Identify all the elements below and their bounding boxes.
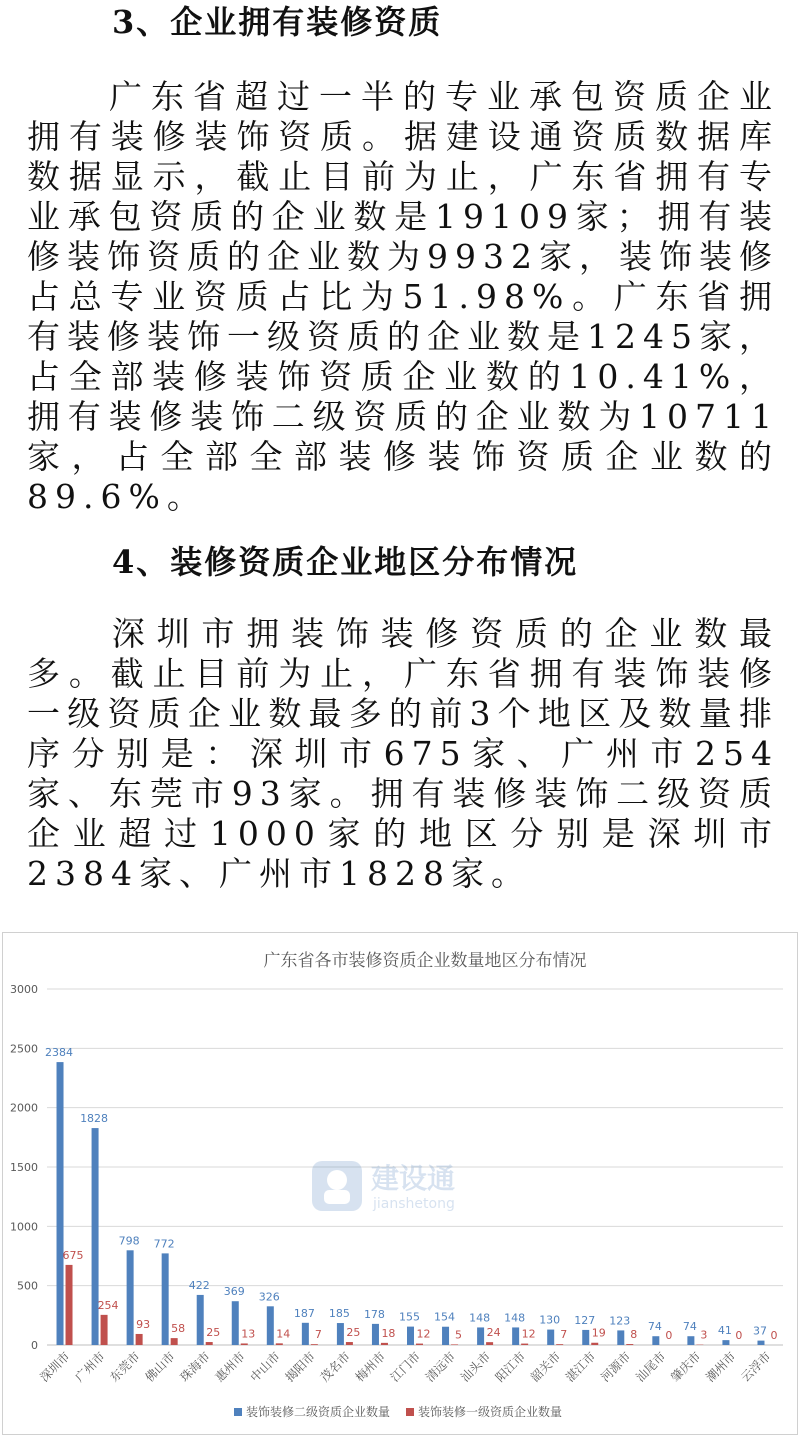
data-label: 25 — [206, 1326, 221, 1340]
bar-level2 — [267, 1306, 274, 1345]
data-label: 0 — [735, 1329, 743, 1342]
section3-heading: 3、企业拥有装修资质 — [112, 3, 443, 41]
data-label: 5 — [455, 1328, 463, 1342]
data-label: 675 — [62, 1248, 84, 1262]
bar-level2 — [582, 1330, 589, 1345]
bar-level1 — [591, 1343, 598, 1345]
bar-level2 — [232, 1301, 239, 1345]
data-label: 58 — [171, 1322, 186, 1336]
bar-level2 — [547, 1330, 554, 1345]
x-tick-label: 潮州市 — [703, 1349, 739, 1385]
x-tick-label: 云浮市 — [738, 1349, 774, 1385]
x-tick-label: 茂名市 — [317, 1349, 354, 1385]
bar-level1 — [626, 1344, 633, 1345]
data-label: 127 — [574, 1313, 596, 1327]
x-tick-label: 佛山市 — [142, 1349, 178, 1385]
bar-level2 — [687, 1336, 694, 1345]
section4-paragraph: 深圳市拥装饰装修资质的企业数最多。截止目前为止，广东省拥有装饰装修一级资质企业数最多的前3个地区及数量排序分别是：深圳市675家、广州市254家、东莞市93家。拥有装修装饰二级资质企业超过1000家的地区分别是深圳市2384家、广州市1828家。 — [27, 614, 779, 893]
x-tick-label: 汕头市 — [457, 1349, 494, 1385]
bar-level2 — [57, 1062, 64, 1345]
bar-level1 — [206, 1342, 213, 1345]
bar-level1 — [101, 1315, 108, 1345]
bar-level2 — [617, 1330, 624, 1345]
data-label: 369 — [223, 1285, 245, 1299]
data-label: 74 — [647, 1320, 662, 1334]
data-label: 148 — [469, 1311, 491, 1325]
data-label: 41 — [717, 1324, 732, 1338]
y-tick-label: 2500 — [10, 1042, 38, 1056]
data-label: 24 — [486, 1326, 501, 1340]
watermark-brand: 建设通 — [371, 1162, 456, 1195]
x-tick-label: 深圳市 — [37, 1349, 73, 1385]
data-label: 8 — [630, 1328, 638, 1342]
data-label: 25 — [346, 1326, 361, 1340]
y-tick-label: 1000 — [10, 1220, 38, 1234]
data-label: 0 — [770, 1329, 778, 1342]
bar-level2 — [372, 1324, 379, 1345]
bar-level1 — [171, 1338, 178, 1345]
bar-level1 — [416, 1344, 423, 1345]
data-label: 178 — [363, 1307, 385, 1321]
bar-level1 — [451, 1344, 458, 1345]
bar-level2 — [652, 1336, 659, 1345]
data-label: 130 — [539, 1313, 561, 1327]
x-tick-label: 阳江市 — [492, 1349, 529, 1385]
x-tick-label: 清远市 — [422, 1349, 459, 1385]
data-label: 19 — [591, 1326, 606, 1340]
data-label: 2384 — [45, 1046, 74, 1060]
bar-level2 — [477, 1327, 484, 1345]
bar-level2 — [757, 1341, 764, 1345]
data-label: 12 — [521, 1327, 536, 1341]
data-label: 14 — [276, 1327, 291, 1341]
bar-level1 — [311, 1344, 318, 1345]
y-tick-label: 3000 — [10, 983, 38, 996]
data-label: 123 — [609, 1314, 631, 1328]
bar-level2 — [162, 1253, 169, 1345]
legend-swatch-level2 — [234, 1408, 242, 1416]
legend-swatch-level1 — [406, 1408, 414, 1416]
watermark-sub: jianshetong — [373, 1196, 455, 1212]
jianshetong-logo-icon — [311, 1158, 489, 1214]
data-label: 187 — [293, 1306, 315, 1320]
data-label: 154 — [434, 1310, 456, 1324]
bar-level2 — [722, 1340, 729, 1345]
x-tick-label: 中山市 — [247, 1349, 283, 1385]
bar-level1 — [66, 1265, 73, 1345]
section4-heading: 4、装修资质企业地区分布情况 — [112, 543, 579, 581]
y-tick-label: 500 — [17, 1279, 38, 1293]
bar-level2 — [337, 1323, 344, 1345]
data-label: 0 — [665, 1329, 673, 1342]
y-tick-label: 2000 — [10, 1101, 38, 1115]
x-tick-label: 汕尾市 — [633, 1349, 669, 1385]
bar-level2 — [92, 1128, 99, 1345]
bar-level2 — [512, 1327, 519, 1345]
bar-level1 — [381, 1343, 388, 1345]
data-label: 12 — [416, 1327, 431, 1341]
data-label: 422 — [188, 1278, 210, 1292]
watermark — [311, 1158, 489, 1214]
bar-level2 — [407, 1327, 414, 1345]
section3-paragraph: 广东省超过一半的专业承包资质企业拥有装修装饰资质。据建设通资质数据库数据显示，截止目前为止，广东省拥有专业承包资质的企业数是19109家；拥有装修装饰资质的企业数为9932家，装饰装修占总专业资质占比为51.98%。广东省拥有装修装饰一级资质的企业数是1245家，占全部装修装饰资质企业数的10.41%，拥有装修装饰二级资质的企业数为10711家，占全部全部装修装饰资质企业数的89.6%。 — [27, 77, 779, 516]
bar-level2 — [197, 1295, 204, 1345]
data-label: 772 — [153, 1237, 175, 1251]
data-label: 7 — [314, 1328, 322, 1342]
bar-level1 — [241, 1343, 248, 1345]
legend-label-level2: 装饰装修二级资质企业数量 — [246, 1405, 391, 1419]
data-label: 185 — [328, 1307, 350, 1321]
data-label: 13 — [241, 1327, 256, 1341]
bar-level1 — [486, 1342, 493, 1345]
data-label: 798 — [118, 1234, 140, 1248]
bar-level1 — [136, 1334, 143, 1345]
x-tick-label: 韶关市 — [527, 1349, 564, 1385]
x-tick-label: 江门市 — [387, 1349, 424, 1385]
data-label: 3 — [700, 1328, 708, 1342]
data-label: 155 — [399, 1310, 420, 1324]
data-label: 93 — [136, 1317, 151, 1331]
legend-label-level1: 装饰装修一级资质企业数量 — [418, 1405, 563, 1419]
x-tick-label: 河源市 — [598, 1349, 634, 1385]
x-tick-label: 湛江市 — [562, 1349, 599, 1385]
x-tick-label: 梅州市 — [352, 1349, 389, 1385]
bar-level1 — [521, 1344, 528, 1345]
data-label: 148 — [504, 1311, 526, 1325]
bar-level1 — [556, 1344, 563, 1345]
y-tick-label: 1500 — [10, 1161, 38, 1174]
y-tick-label: 0 — [31, 1339, 38, 1352]
data-label: 18 — [381, 1326, 396, 1340]
bar-level2 — [127, 1250, 134, 1345]
x-tick-label: 肇庆市 — [668, 1349, 704, 1385]
bar-level2 — [442, 1327, 449, 1345]
data-label: 74 — [682, 1320, 697, 1334]
x-tick-label: 揭阳市 — [282, 1349, 318, 1385]
bar-level1 — [346, 1342, 353, 1345]
x-tick-label: 东莞市 — [107, 1349, 143, 1385]
data-label: 326 — [258, 1290, 280, 1304]
bar-level1 — [276, 1343, 283, 1345]
data-label: 7 — [560, 1328, 568, 1342]
data-label: 37 — [752, 1324, 767, 1338]
data-label: 1828 — [80, 1112, 109, 1126]
x-tick-label: 惠州市 — [212, 1349, 248, 1385]
chart-title: 广东省各市装修资质企业数量地区分布情况 — [263, 951, 587, 971]
x-tick-label: 广州市 — [72, 1349, 108, 1385]
x-tick-label: 珠海市 — [177, 1349, 213, 1385]
bar-level2 — [302, 1323, 309, 1345]
data-label: 254 — [97, 1298, 119, 1312]
